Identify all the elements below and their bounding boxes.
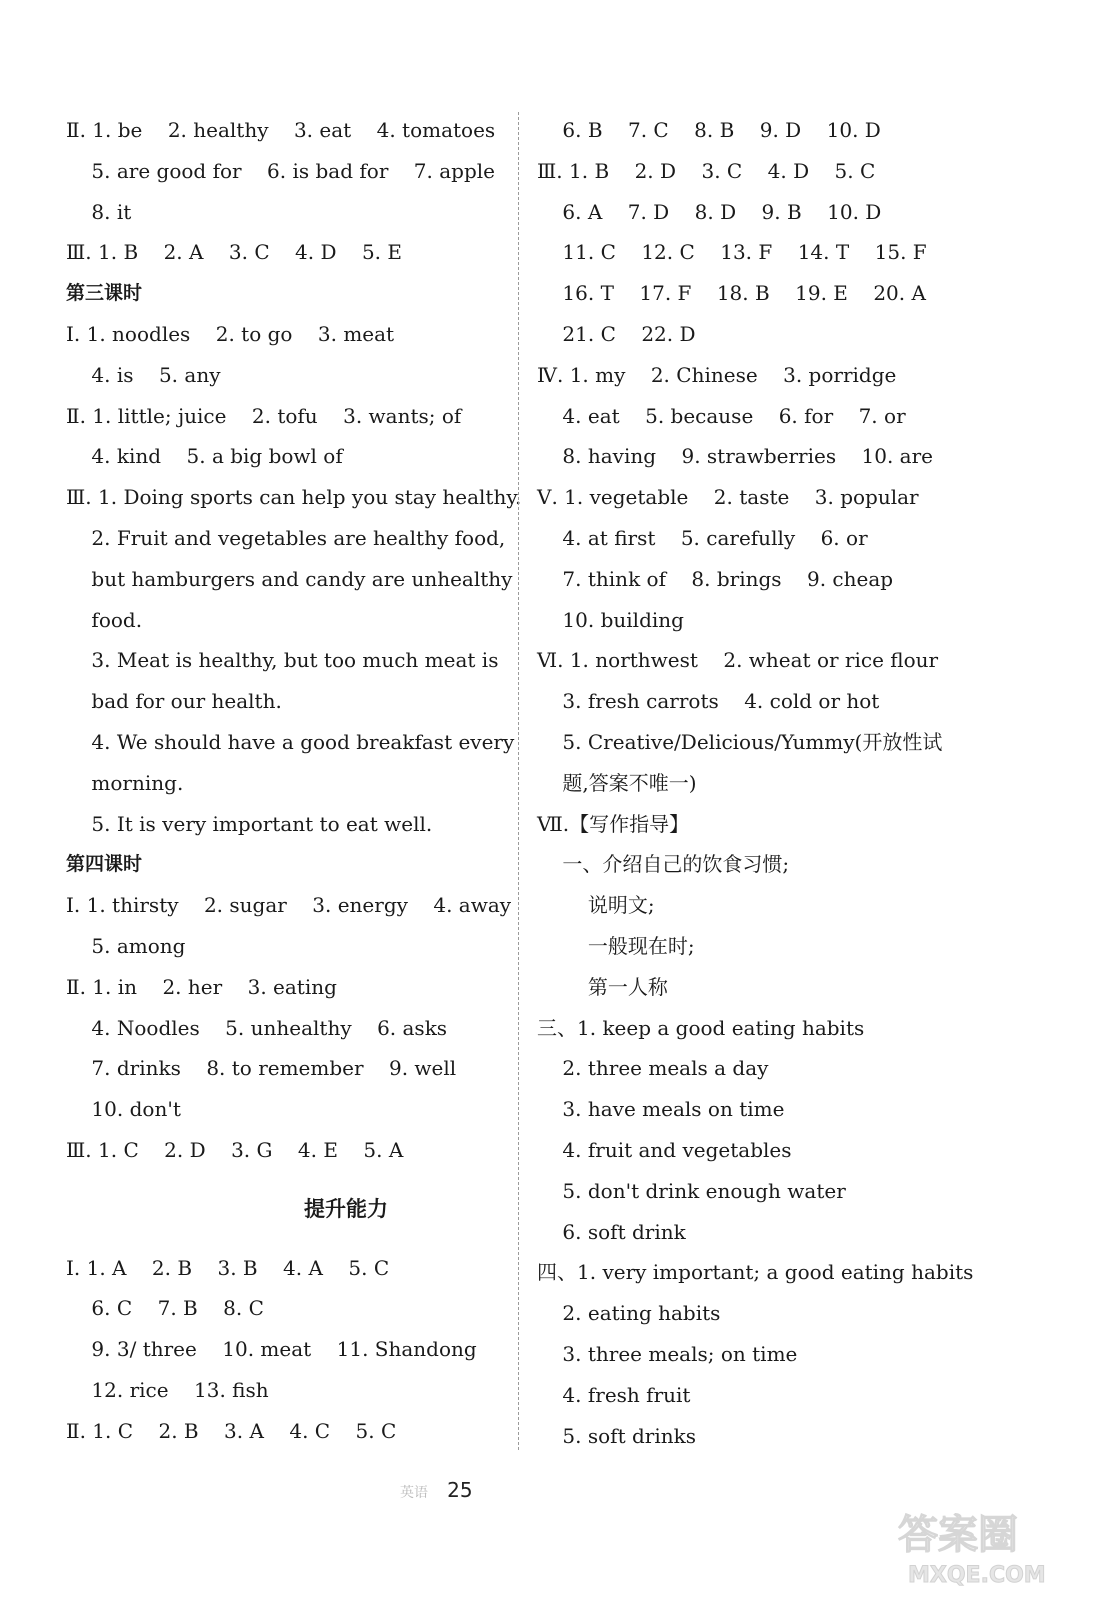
page-footer bbox=[400, 1478, 700, 1502]
lesson-heading: 第四课时 bbox=[66, 853, 143, 876]
answer-line: Ⅱ. 1. C 2. B 3. A 4. C 5. C bbox=[66, 1418, 397, 1443]
answer-line: 7. think of 8. brings 9. cheap bbox=[537, 566, 894, 591]
answer-line: 10. don't bbox=[66, 1097, 181, 1122]
answer-line: 5. don't drink enough water bbox=[537, 1178, 846, 1203]
answer-line: 3. three meals; on time bbox=[537, 1341, 798, 1366]
section-title: 提升能力 bbox=[304, 1196, 388, 1221]
answer-line: Ⅰ. 1. thirsty 2. sugar 3. energy 4. away bbox=[66, 893, 512, 918]
answer-line: Ⅶ.【写作指导】 bbox=[537, 811, 690, 836]
answer-line: 2. three meals a day bbox=[537, 1056, 769, 1081]
answer-line: 6. A 7. D 8. D 9. B 10. D bbox=[537, 199, 882, 224]
answer-line: Ⅰ. 1. noodles 2. to go 3. meat bbox=[66, 321, 395, 346]
answer-line: 5. among bbox=[66, 933, 186, 958]
answer-line: 9. 3/ three 10. meat 11. Shandong bbox=[66, 1337, 477, 1362]
page-number: 25 bbox=[447, 1478, 473, 1502]
answer-line: 3. Meat is healthy, but too much meat is bbox=[66, 648, 499, 673]
answer-line: but hamburgers and candy are unhealthy bbox=[66, 566, 513, 591]
answer-line: Ⅲ. 1. B 2. A 3. C 4. D 5. E bbox=[66, 240, 402, 265]
watermark-url: MXQE.COM bbox=[908, 1563, 1046, 1588]
answer-line: 7. drinks 8. to remember 9. well bbox=[66, 1056, 457, 1081]
answer-line: 4. at first 5. carefully 6. or bbox=[537, 525, 868, 550]
answer-line: Ⅰ. 1. A 2. B 3. B 4. A 5. C bbox=[66, 1255, 390, 1280]
answer-line: morning. bbox=[66, 770, 184, 795]
answer-line: 11. C 12. C 13. F 14. T 15. F bbox=[537, 240, 927, 265]
answer-line: 10. building bbox=[537, 607, 684, 632]
answer-line: 6. B 7. C 8. B 9. D 10. D bbox=[537, 118, 881, 142]
answer-line: food. bbox=[66, 607, 143, 632]
answer-line: 6. C 7. B 8. C bbox=[66, 1296, 264, 1321]
answer-line: Ⅵ. 1. northwest 2. wheat or rice flour bbox=[537, 648, 939, 673]
answer-line: 5. soft drinks bbox=[537, 1423, 696, 1448]
spacer bbox=[66, 1171, 506, 1189]
lesson-heading: 第三课时 bbox=[66, 282, 143, 305]
answer-line: 5. It is very important to eat well. bbox=[66, 811, 433, 836]
answer-line: Ⅲ. 1. C 2. D 3. G 4. E 5. A bbox=[66, 1137, 404, 1162]
answer-line: 2. eating habits bbox=[537, 1301, 721, 1326]
answer-line: 4. Noodles 5. unhealthy 6. asks bbox=[66, 1015, 448, 1040]
answer-line: Ⅳ. 1. my 2. Chinese 3. porridge bbox=[537, 362, 897, 387]
footer-subject-text: 英语 bbox=[400, 1485, 428, 1501]
answer-line: Ⅲ. 1. B 2. D 3. C 4. D 5. C bbox=[537, 158, 876, 183]
answer-line: 8. it bbox=[66, 199, 132, 224]
answer-line: 4. is 5. any bbox=[66, 362, 221, 387]
watermark-text: 答案圈 bbox=[898, 1512, 1018, 1558]
answer-line: Ⅱ. 1. in 2. her 3. eating bbox=[66, 974, 337, 999]
answer-line: 4. kind 5. a big bowl of bbox=[66, 444, 343, 469]
left-answer-column bbox=[66, 110, 522, 1452]
answer-line: 5. Creative/Delicious/Yummy(开放性试 bbox=[537, 729, 943, 754]
answer-line: 3. have meals on time bbox=[537, 1097, 785, 1122]
answer-line: 一般现在时; bbox=[537, 933, 695, 958]
answer-line: bad for our health. bbox=[66, 689, 282, 714]
answer-line: 5. are good for 6. is bad for 7. apple bbox=[66, 158, 496, 183]
answer-line: 第一人称 bbox=[537, 974, 668, 999]
answer-line: 2. Fruit and vegetables are healthy food, bbox=[66, 525, 506, 550]
answer-line: Ⅱ. 1. be 2. healthy 3. eat 4. tomatoes bbox=[66, 118, 496, 142]
answer-line: 21. C 22. D bbox=[537, 321, 696, 346]
answer-line: 说明文; bbox=[537, 893, 655, 918]
answer-line: 四、1. very important; a good eating habits bbox=[537, 1260, 974, 1285]
answer-line: Ⅴ. 1. vegetable 2. taste 3. popular bbox=[537, 485, 919, 510]
answer-line: Ⅱ. 1. little; juice 2. tofu 3. wants; of bbox=[66, 403, 462, 428]
answer-line: 16. T 17. F 18. B 19. E 20. A bbox=[537, 281, 926, 306]
answer-line: Ⅲ. 1. Doing sports can help you stay healthy. bbox=[66, 485, 522, 510]
answer-line: 题,答案不唯一) bbox=[537, 770, 697, 795]
answer-line: 6. soft drink bbox=[537, 1219, 686, 1244]
answer-line: 一、介绍自己的饮食习惯; bbox=[537, 852, 790, 877]
answer-line: 4. fresh fruit bbox=[537, 1382, 691, 1407]
answer-line: 4. We should have a good breakfast every bbox=[66, 729, 515, 754]
answer-line: 12. rice 13. fish bbox=[66, 1377, 269, 1402]
answer-line: 4. fruit and vegetables bbox=[537, 1137, 792, 1162]
spacer bbox=[66, 1230, 506, 1248]
watermark-logo bbox=[878, 1500, 1078, 1590]
answer-line: 8. having 9. strawberries 10. are bbox=[537, 444, 933, 469]
answer-line: 3. fresh carrots 4. cold or hot bbox=[537, 689, 880, 714]
right-answer-column bbox=[537, 110, 997, 1456]
answer-line: 4. eat 5. because 6. for 7. or bbox=[537, 403, 906, 428]
answer-line: 三、1. keep a good eating habits bbox=[537, 1015, 865, 1040]
column-divider bbox=[518, 112, 519, 1450]
